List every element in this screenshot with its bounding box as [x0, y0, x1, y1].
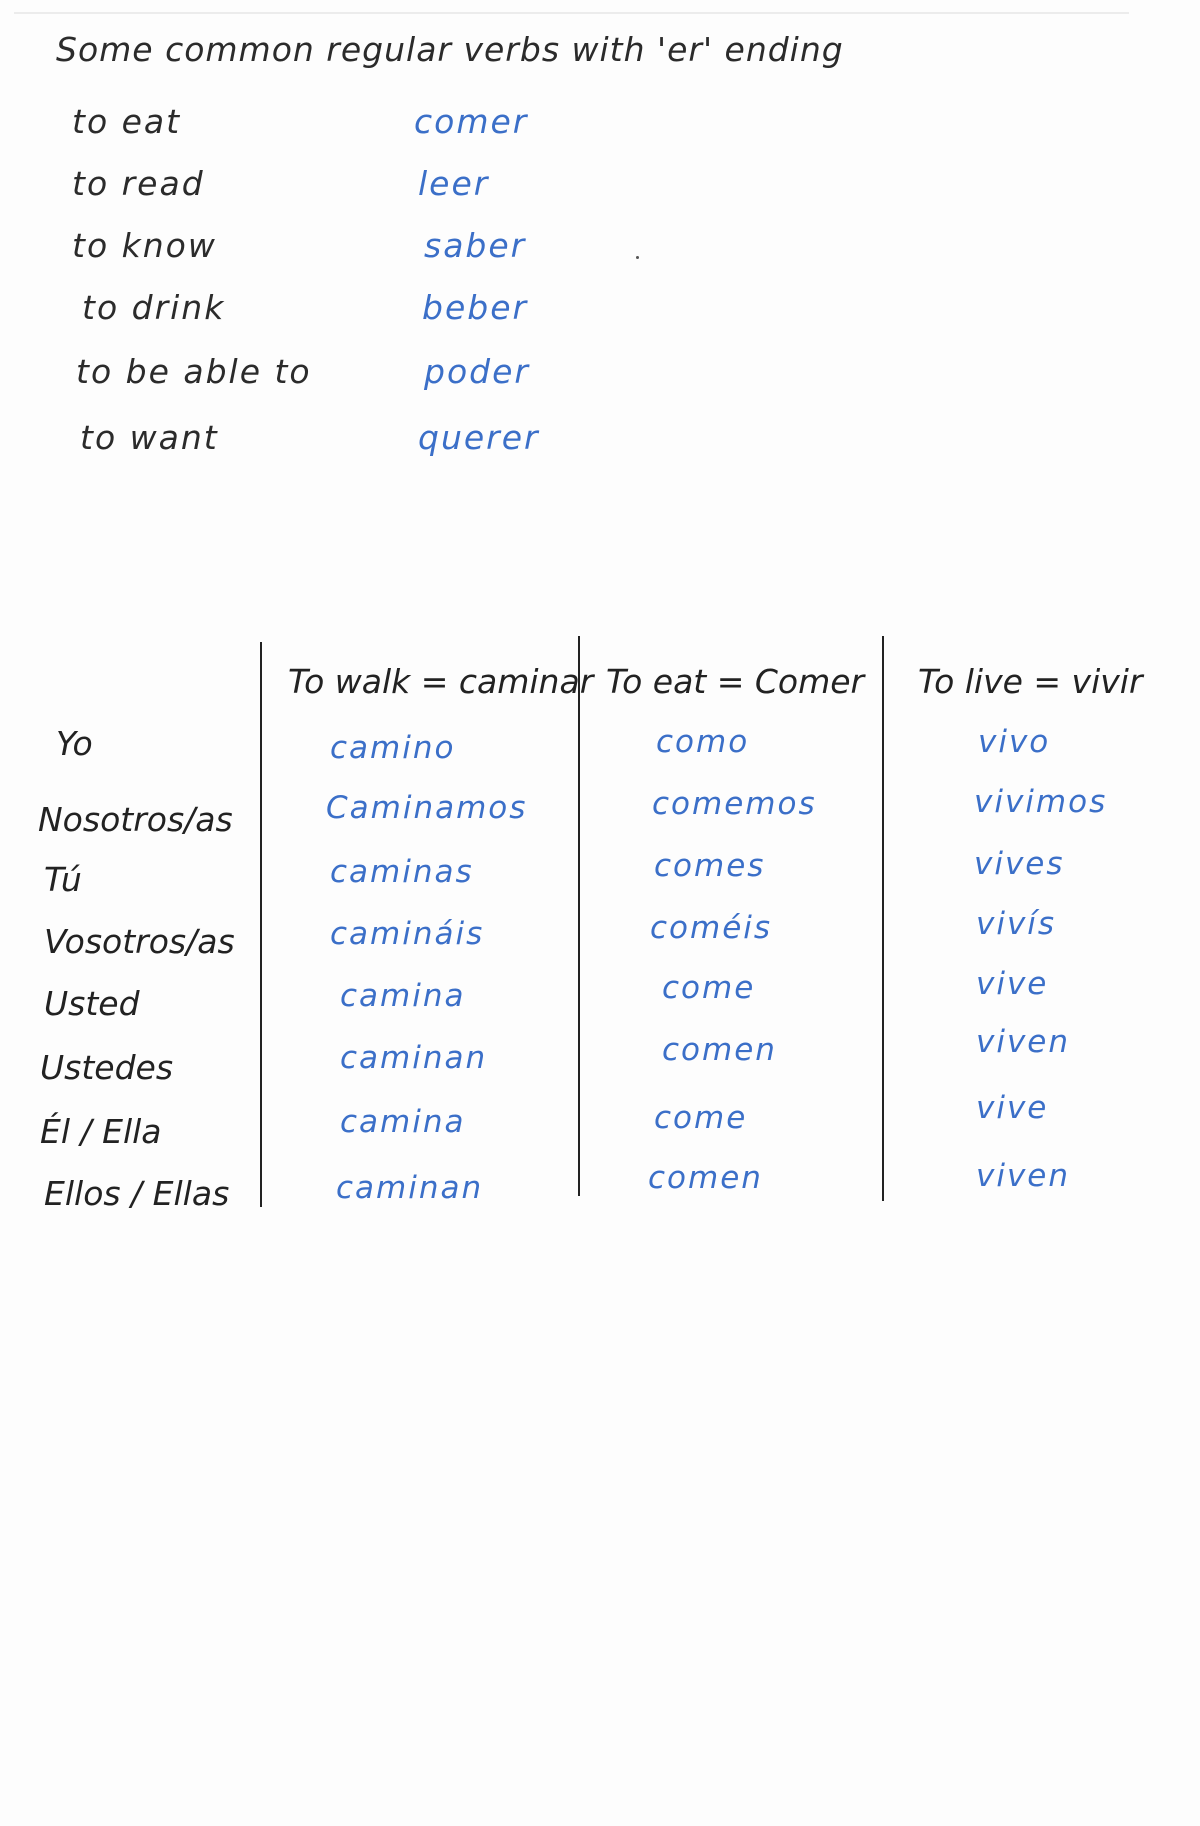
conjugation-caminar: caminan [340, 1040, 488, 1076]
conjugation-comer: come [662, 970, 756, 1006]
vocab-spanish: leer [418, 164, 490, 203]
column-divider [882, 636, 884, 1201]
page-top-rule [14, 12, 1129, 14]
conjugation-comer: como [656, 724, 750, 760]
conjugation-vivir: vivo [978, 724, 1051, 760]
header-vivir: To live = vivir [918, 662, 1143, 701]
conjugation-vivir: vivimos [974, 784, 1108, 820]
vocab-row [72, 226, 772, 276]
conjugation-vivir: vive [976, 1090, 1049, 1126]
pronoun-label: Usted [44, 984, 140, 1023]
conjugation-comer: coméis [650, 910, 773, 946]
conjugation-comer: comes [654, 848, 766, 884]
vocab-spanish: beber [422, 288, 529, 327]
conjugation-caminar: Caminamos [326, 790, 528, 826]
column-divider [260, 642, 262, 1207]
vocab-row [76, 352, 776, 402]
pronoun-label: Tú [44, 860, 82, 899]
vocab-english: to be able to [76, 352, 312, 391]
header-caminar: To walk = caminar [288, 662, 594, 701]
pronoun-label: Él / Ella [40, 1112, 162, 1151]
conjugation-comer: come [654, 1100, 748, 1136]
pronoun-label: Ustedes [40, 1048, 174, 1087]
vocab-english: to know [72, 226, 217, 265]
header-comer: To eat = Comer [606, 662, 865, 701]
vocab-row [82, 288, 782, 338]
vocab-row [72, 164, 772, 214]
conjugation-vivir: vives [974, 846, 1065, 882]
conjugation-vivir: vivís [976, 906, 1057, 942]
conjugation-vivir: vive [976, 966, 1049, 1002]
conjugation-comer: comen [648, 1160, 763, 1196]
pronoun-label: Yo [56, 724, 93, 763]
pronoun-label: Nosotros/as [38, 800, 233, 839]
vocab-english: to drink [82, 288, 226, 327]
pronoun-label: Ellos / Ellas [44, 1174, 230, 1213]
vocab-row [80, 418, 780, 468]
vocab-english: to eat [72, 102, 182, 141]
vocab-row [72, 102, 772, 152]
vocab-spanish: saber [424, 226, 527, 265]
conjugation-comer: comen [662, 1032, 777, 1068]
pronoun-label: Vosotros/as [44, 922, 235, 961]
vocab-spanish: poder [424, 352, 530, 391]
page-heading: Some common regular verbs with 'er' ending [56, 30, 844, 69]
vocab-english: to want [80, 418, 219, 457]
conjugation-caminar: caminan [336, 1170, 484, 1206]
conjugation-comer: comemos [652, 786, 817, 822]
conjugation-caminar: camina [340, 1104, 466, 1140]
column-divider [578, 636, 580, 1196]
vocab-spanish: querer [418, 418, 540, 457]
conjugation-vivir: viven [976, 1158, 1071, 1194]
conjugation-vivir: viven [976, 1024, 1071, 1060]
vocab-spanish: comer [414, 102, 529, 141]
conjugation-caminar: camino [330, 730, 456, 766]
ink-speck [636, 256, 639, 259]
conjugation-caminar: camináis [330, 916, 485, 952]
conjugation-caminar: camina [340, 978, 466, 1014]
vocab-english: to read [72, 164, 205, 203]
conjugation-caminar: caminas [330, 854, 474, 890]
